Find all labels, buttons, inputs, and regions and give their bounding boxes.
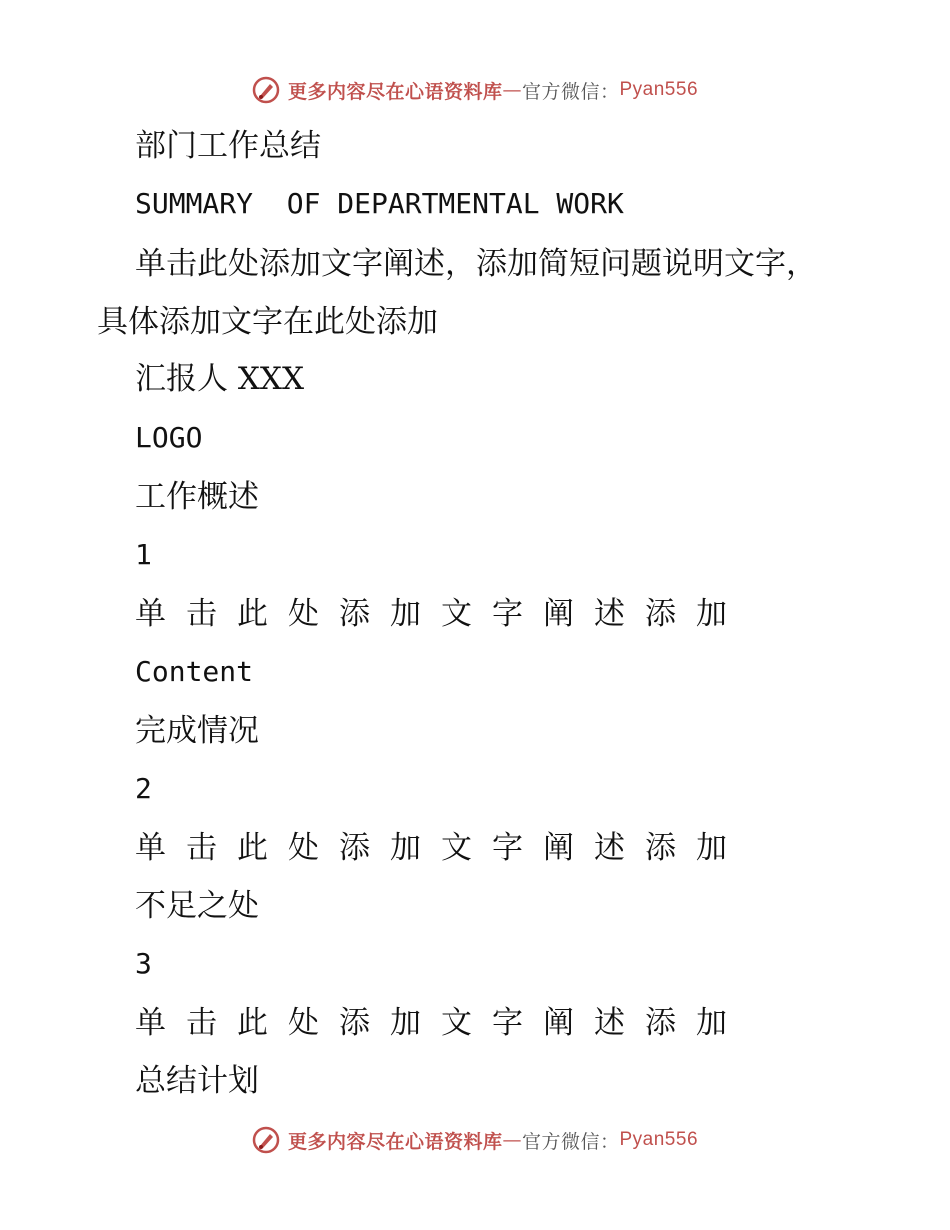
watermark-separator: —	[502, 1129, 522, 1151]
watermark-wechat-label: 官方微信：	[521, 80, 620, 103]
pen-logo-icon	[252, 76, 280, 104]
section1-body: 单击此处添加文字阐述添加	[135, 596, 747, 632]
section3-number: 3	[135, 947, 152, 980]
section2-number: 2	[135, 772, 152, 805]
document-subtitle: SUMMARY OF DEPARTMENTAL WORK	[135, 187, 624, 220]
section3-title: 不足之处	[135, 888, 259, 924]
section1-number: 1	[135, 538, 152, 571]
logo-placeholder: LOGO	[135, 421, 203, 454]
section2-title: 完成情况	[135, 713, 259, 749]
watermark-brand: 更多内容尽在心语资料库	[287, 80, 503, 103]
section4-title: 总结计划	[135, 1063, 259, 1099]
document-title: 部门工作总结	[135, 128, 321, 164]
watermark-brand: 更多内容尽在心语资料库	[287, 1130, 503, 1153]
section3-body: 单击此处添加文字阐述添加	[135, 1005, 747, 1041]
pen-logo-icon	[252, 1126, 280, 1154]
watermark-banner-top	[0, 70, 950, 110]
watermark-wechat-label: 官方微信：	[521, 1130, 620, 1153]
watermark-wechat-id: Pyan556	[619, 79, 699, 100]
watermark-separator: —	[502, 79, 522, 101]
watermark-wechat-id: Pyan556	[619, 1129, 699, 1150]
section1-title: 工作概述	[135, 479, 259, 515]
reporter-line: 汇报人 XXX	[135, 361, 305, 397]
intro-paragraph: 单击此处添加文字阐述，添加简短问题说明文字，具体添加文字在此处添加	[97, 246, 817, 340]
section2-body: 单击此处添加文字阐述添加	[135, 830, 747, 866]
watermark-banner-bottom	[0, 1120, 950, 1160]
section1-english: Content	[135, 655, 254, 688]
